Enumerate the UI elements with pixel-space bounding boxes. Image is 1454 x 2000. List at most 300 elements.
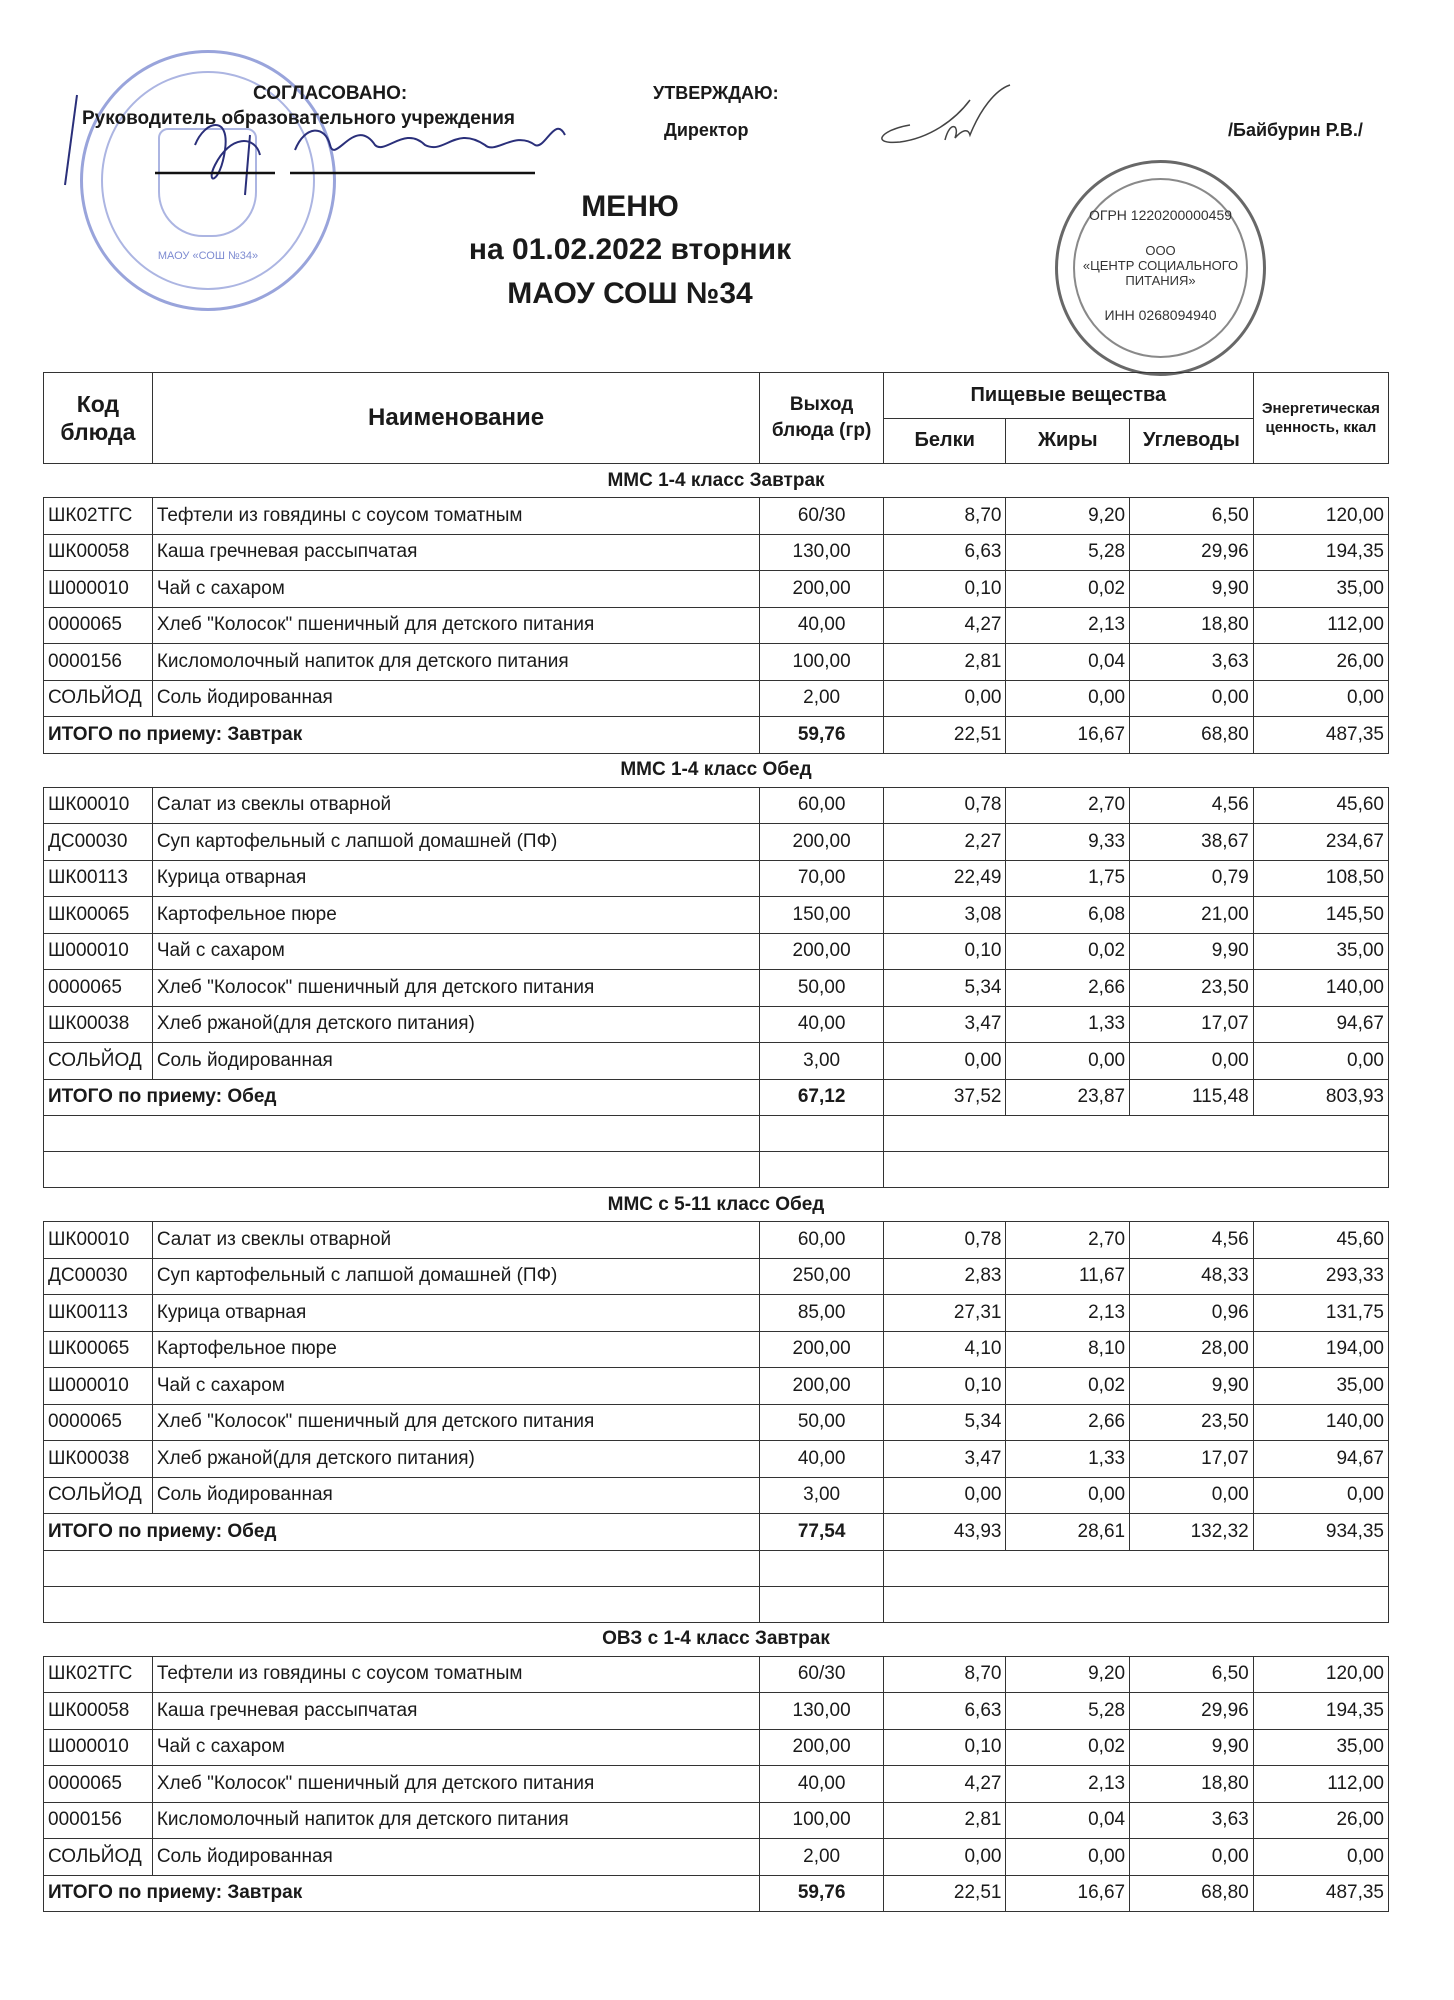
cell-energy: 94,67	[1253, 1441, 1388, 1478]
cell-fat: 0,00	[1006, 1477, 1130, 1514]
cell-protein: 0,78	[883, 787, 1006, 824]
stamp-inn: ИНН 0268094940	[1104, 307, 1217, 323]
table-row	[44, 1656, 1389, 1693]
total-fat: 16,67	[1006, 1875, 1130, 1912]
cell-name: Хлеб "Колосок" пшеничный для детского питания	[152, 1766, 760, 1803]
table-row	[44, 1043, 1389, 1080]
table-row	[44, 1693, 1389, 1730]
col-header-protein: Белки	[883, 418, 1006, 464]
cell-energy: 194,00	[1253, 1331, 1388, 1368]
cell-name: Хлеб "Колосок" пшеничный для детского питания	[152, 970, 760, 1007]
blank-cell	[44, 1586, 760, 1622]
cell-code: Ш000010	[44, 1368, 153, 1405]
agreed-role: Руководитель образовательного учреждения	[82, 108, 515, 129]
cell-protein: 0,00	[883, 1477, 1006, 1514]
cell-energy: 45,60	[1253, 1222, 1388, 1259]
total-yield: 59,76	[760, 1875, 884, 1912]
cell-protein: 3,08	[883, 897, 1006, 934]
cell-name: Хлеб ржаной(для детского питания)	[152, 1441, 760, 1478]
cell-yield: 2,00	[760, 1839, 884, 1876]
cell-carbs: 0,00	[1130, 1043, 1254, 1080]
cell-code: СОЛЬЙОД	[44, 1839, 153, 1876]
stamp-org-line3: ПИТАНИЯ»	[1125, 273, 1196, 288]
total-fat: 16,67	[1006, 717, 1130, 754]
total-row	[44, 1514, 1389, 1551]
cell-fat: 0,04	[1006, 644, 1130, 681]
cell-yield: 50,00	[760, 1404, 884, 1441]
cell-name: Каша гречневая рассыпчатая	[152, 534, 760, 571]
blank-row	[44, 1586, 1389, 1622]
cell-protein: 0,10	[883, 933, 1006, 970]
cell-energy: 194,35	[1253, 1693, 1388, 1730]
cell-name: Салат из свеклы отварной	[152, 1222, 760, 1259]
cell-fat: 5,28	[1006, 534, 1130, 571]
cell-code: 0000065	[44, 607, 153, 644]
director-signature	[860, 80, 1020, 160]
cell-carbs: 38,67	[1130, 824, 1254, 861]
blank-cell	[760, 1586, 884, 1622]
total-protein: 22,51	[883, 1875, 1006, 1912]
approve-name: /Байбурин Р.В./	[1228, 120, 1363, 140]
cell-energy: 35,00	[1253, 1368, 1388, 1405]
company-stamp	[1055, 160, 1266, 376]
cell-name: Кисломолочный напиток для детского питания	[152, 1802, 760, 1839]
cell-carbs: 48,33	[1130, 1258, 1254, 1295]
cell-carbs: 0,96	[1130, 1295, 1254, 1332]
section-header	[44, 1188, 1389, 1222]
total-row	[44, 717, 1389, 754]
cell-yield: 60,00	[760, 787, 884, 824]
cell-yield: 200,00	[760, 1331, 884, 1368]
section-title: ММС 1-4 класс Обед	[620, 759, 812, 780]
total-yield: 67,12	[760, 1079, 884, 1116]
total-energy: 803,93	[1253, 1079, 1388, 1116]
table-row	[44, 1441, 1389, 1478]
cell-carbs: 9,90	[1130, 571, 1254, 608]
cell-code: СОЛЬЙОД	[44, 1043, 153, 1080]
table-row	[44, 498, 1389, 535]
blank-cell	[883, 1586, 1388, 1622]
cell-yield: 200,00	[760, 1729, 884, 1766]
cell-fat: 2,13	[1006, 1295, 1130, 1332]
cell-fat: 11,67	[1006, 1258, 1130, 1295]
cell-fat: 8,10	[1006, 1331, 1130, 1368]
cell-protein: 0,00	[883, 1839, 1006, 1876]
total-energy: 934,35	[1253, 1514, 1388, 1551]
total-energy: 487,35	[1253, 1875, 1388, 1912]
cell-protein: 4,27	[883, 607, 1006, 644]
cell-energy: 108,50	[1253, 860, 1388, 897]
blank-cell	[44, 1152, 760, 1188]
table-row	[44, 824, 1389, 861]
cell-carbs: 21,00	[1130, 897, 1254, 934]
cell-carbs: 23,50	[1130, 1404, 1254, 1441]
cell-fat: 6,08	[1006, 897, 1130, 934]
cell-yield: 40,00	[760, 1766, 884, 1803]
total-row	[44, 1079, 1389, 1116]
total-protein: 37,52	[883, 1079, 1006, 1116]
cell-fat: 0,02	[1006, 571, 1130, 608]
cell-yield: 200,00	[760, 571, 884, 608]
cell-energy: 0,00	[1253, 680, 1388, 717]
table-row	[44, 1404, 1389, 1441]
cell-energy: 131,75	[1253, 1295, 1388, 1332]
stamp-org-line2: «ЦЕНТР СОЦИАЛЬНОГО	[1082, 258, 1239, 273]
total-label: ИТОГО по приему: Обед	[44, 1514, 760, 1551]
table-row	[44, 897, 1389, 934]
cell-energy: 194,35	[1253, 534, 1388, 571]
table-row	[44, 1729, 1389, 1766]
section-title: ММС с 5-11 класс Обед	[607, 1193, 825, 1215]
cell-protein: 8,70	[883, 498, 1006, 535]
cell-code: СОЛЬЙОД	[44, 680, 153, 717]
blank-row	[44, 1550, 1389, 1586]
cell-protein: 4,10	[883, 1331, 1006, 1368]
cell-yield: 85,00	[760, 1295, 884, 1332]
cell-yield: 60/30	[760, 498, 884, 535]
cell-yield: 2,00	[760, 680, 884, 717]
cell-protein: 2,81	[883, 1802, 1006, 1839]
cell-protein: 4,27	[883, 1766, 1006, 1803]
cell-code: ШК00010	[44, 787, 153, 824]
cell-yield: 100,00	[760, 644, 884, 681]
total-yield: 59,76	[760, 717, 884, 754]
cell-code: ШК00113	[44, 860, 153, 897]
total-label: ИТОГО по приему: Обед	[44, 1079, 760, 1116]
table-row	[44, 680, 1389, 717]
cell-code: ШК00065	[44, 897, 153, 934]
cell-carbs: 29,96	[1130, 1693, 1254, 1730]
cell-yield: 250,00	[760, 1258, 884, 1295]
cell-yield: 3,00	[760, 1477, 884, 1514]
blank-cell	[883, 1152, 1388, 1188]
table-row	[44, 1766, 1389, 1803]
cell-code: ШК00058	[44, 534, 153, 571]
cell-code: ШК02ТГС	[44, 1656, 153, 1693]
cell-fat: 2,70	[1006, 1222, 1130, 1259]
table-row	[44, 1368, 1389, 1405]
cell-name: Суп картофельный с лапшой домашней (ПФ)	[152, 824, 760, 861]
cell-fat: 0,02	[1006, 1368, 1130, 1405]
cell-code: ШК00038	[44, 1006, 153, 1043]
cell-fat: 0,02	[1006, 1729, 1130, 1766]
cell-code: ШК00113	[44, 1295, 153, 1332]
cell-fat: 9,20	[1006, 1656, 1130, 1693]
cell-protein: 2,27	[883, 824, 1006, 861]
cell-fat: 5,28	[1006, 1693, 1130, 1730]
cell-name: Соль йодированная	[152, 1043, 760, 1080]
cell-energy: 94,67	[1253, 1006, 1388, 1043]
cell-code: ШК00058	[44, 1693, 153, 1730]
total-carbs: 115,48	[1130, 1079, 1254, 1116]
cell-name: Чай с сахаром	[152, 1368, 760, 1405]
cell-name: Соль йодированная	[152, 1477, 760, 1514]
total-label: ИТОГО по приему: Завтрак	[44, 1875, 760, 1912]
cell-name: Хлеб ржаной(для детского питания)	[152, 1006, 760, 1043]
cell-carbs: 9,90	[1130, 1729, 1254, 1766]
blank-cell	[760, 1152, 884, 1188]
cell-code: ШК02ТГС	[44, 498, 153, 535]
cell-carbs: 18,80	[1130, 1766, 1254, 1803]
cell-carbs: 0,00	[1130, 1477, 1254, 1514]
cell-fat: 9,20	[1006, 498, 1130, 535]
cell-code: СОЛЬЙОД	[44, 1477, 153, 1514]
cell-carbs: 3,63	[1130, 1802, 1254, 1839]
cell-energy: 145,50	[1253, 897, 1388, 934]
cell-carbs: 3,63	[1130, 644, 1254, 681]
total-protein: 43,93	[883, 1514, 1006, 1551]
table-row	[44, 1295, 1389, 1332]
agreed-label: СОГЛАСОВАНО:	[253, 83, 408, 104]
cell-code: 0000065	[44, 1404, 153, 1441]
total-yield: 77,54	[760, 1514, 884, 1551]
total-carbs: 132,32	[1130, 1514, 1254, 1551]
school-stamp-text: МАОУ «СОШ №34»	[157, 250, 259, 262]
cell-protein: 0,00	[883, 680, 1006, 717]
cell-code: ШК00065	[44, 1331, 153, 1368]
cell-fat: 0,02	[1006, 933, 1130, 970]
cell-name: Соль йодированная	[152, 1839, 760, 1876]
cell-name: Хлеб "Колосок" пшеничный для детского питания	[152, 607, 760, 644]
cell-name: Каша гречневая рассыпчатая	[152, 1693, 760, 1730]
cell-energy: 0,00	[1253, 1043, 1388, 1080]
cell-name: Курица отварная	[152, 860, 760, 897]
cell-name: Суп картофельный с лапшой домашней (ПФ)	[152, 1258, 760, 1295]
section-header	[44, 464, 1389, 498]
col-header-nutrients: Пищевые вещества	[883, 373, 1253, 419]
table-row	[44, 1802, 1389, 1839]
cell-fat: 2,66	[1006, 970, 1130, 1007]
cell-energy: 26,00	[1253, 644, 1388, 681]
cell-energy: 140,00	[1253, 1404, 1388, 1441]
menu-date: на 01.02.2022 вторник	[468, 233, 792, 266]
table-row	[44, 644, 1389, 681]
stamp-org-line1: ООО	[1145, 243, 1176, 258]
cell-yield: 60/30	[760, 1656, 884, 1693]
cell-carbs: 29,96	[1130, 534, 1254, 571]
cell-yield: 3,00	[760, 1043, 884, 1080]
cell-energy: 0,00	[1253, 1839, 1388, 1876]
cell-fat: 9,33	[1006, 824, 1130, 861]
cell-code: Ш000010	[44, 1729, 153, 1766]
cell-yield: 130,00	[760, 534, 884, 571]
cell-fat: 0,00	[1006, 1043, 1130, 1080]
col-header-code: Код блюда	[44, 373, 153, 464]
cell-energy: 140,00	[1253, 970, 1388, 1007]
cell-carbs: 17,07	[1130, 1006, 1254, 1043]
table-row	[44, 933, 1389, 970]
cell-protein: 8,70	[883, 1656, 1006, 1693]
cell-carbs: 28,00	[1130, 1331, 1254, 1368]
cell-energy: 35,00	[1253, 1729, 1388, 1766]
cell-fat: 1,33	[1006, 1441, 1130, 1478]
menu-body	[44, 464, 1389, 1912]
blank-cell	[760, 1550, 884, 1586]
blank-row	[44, 1116, 1389, 1152]
cell-fat: 2,13	[1006, 1766, 1130, 1803]
col-header-carbs: Углеводы	[1130, 418, 1254, 464]
menu-table	[43, 372, 1389, 1912]
cell-yield: 40,00	[760, 607, 884, 644]
col-header-name: Наименование	[152, 373, 760, 464]
table-row	[44, 1331, 1389, 1368]
cell-carbs: 17,07	[1130, 1441, 1254, 1478]
cell-name: Хлеб "Колосок" пшеничный для детского питания	[152, 1404, 760, 1441]
cell-fat: 0,00	[1006, 680, 1130, 717]
cell-fat: 2,70	[1006, 787, 1130, 824]
cell-name: Картофельное пюре	[152, 1331, 760, 1368]
cell-code: ДС00030	[44, 1258, 153, 1295]
cell-yield: 130,00	[760, 1693, 884, 1730]
cell-protein: 0,10	[883, 571, 1006, 608]
cell-energy: 120,00	[1253, 498, 1388, 535]
total-fat: 23,87	[1006, 1079, 1130, 1116]
cell-yield: 50,00	[760, 970, 884, 1007]
col-header-energy: Энергетическая ценность, ккал	[1253, 373, 1388, 464]
approve-role: Директор	[664, 120, 749, 140]
cell-code: 0000156	[44, 1802, 153, 1839]
stamp-ogrn: ОГРН 1220200000459	[1088, 207, 1233, 223]
cell-protein: 0,78	[883, 1222, 1006, 1259]
approve-label: УТВЕРЖДАЮ:	[653, 83, 779, 103]
cell-energy: 112,00	[1253, 1766, 1388, 1803]
school-name: МАОУ СОШ №34	[507, 277, 753, 310]
table-row	[44, 787, 1389, 824]
cell-carbs: 0,00	[1130, 680, 1254, 717]
cell-protein: 5,34	[883, 970, 1006, 1007]
cell-name: Салат из свеклы отварной	[152, 787, 760, 824]
total-row	[44, 1875, 1389, 1912]
cell-name: Картофельное пюре	[152, 897, 760, 934]
cell-carbs: 4,56	[1130, 787, 1254, 824]
cell-protein: 5,34	[883, 1404, 1006, 1441]
cell-energy: 120,00	[1253, 1656, 1388, 1693]
cell-fat: 0,04	[1006, 1802, 1130, 1839]
cell-protein: 2,81	[883, 644, 1006, 681]
cell-code: 0000065	[44, 1766, 153, 1803]
cell-carbs: 6,50	[1130, 1656, 1254, 1693]
cell-carbs: 9,90	[1130, 1368, 1254, 1405]
cell-protein: 0,10	[883, 1368, 1006, 1405]
cell-energy: 234,67	[1253, 824, 1388, 861]
cell-yield: 40,00	[760, 1006, 884, 1043]
cell-fat: 0,00	[1006, 1839, 1130, 1876]
cell-fat: 2,13	[1006, 607, 1130, 644]
table-row	[44, 1477, 1389, 1514]
cell-code: Ш000010	[44, 571, 153, 608]
cell-fat: 2,66	[1006, 1404, 1130, 1441]
col-header-fat: Жиры	[1006, 418, 1130, 464]
col-header-yield: Выход блюда (гр)	[760, 373, 884, 464]
blank-cell	[883, 1116, 1388, 1152]
cell-yield: 150,00	[760, 897, 884, 934]
total-label: ИТОГО по приему: Завтрак	[44, 717, 760, 754]
cell-energy: 293,33	[1253, 1258, 1388, 1295]
cell-protein: 3,47	[883, 1006, 1006, 1043]
table-row	[44, 571, 1389, 608]
total-energy: 487,35	[1253, 717, 1388, 754]
cell-name: Тефтели из говядины с соусом томатным	[152, 1656, 760, 1693]
cell-name: Чай с сахаром	[152, 1729, 760, 1766]
cell-carbs: 0,00	[1130, 1839, 1254, 1876]
cell-yield: 100,00	[760, 1802, 884, 1839]
cell-protein: 2,83	[883, 1258, 1006, 1295]
table-row	[44, 1258, 1389, 1295]
cell-yield: 70,00	[760, 860, 884, 897]
cell-protein: 0,10	[883, 1729, 1006, 1766]
total-carbs: 68,80	[1130, 1875, 1254, 1912]
cell-protein: 27,31	[883, 1295, 1006, 1332]
cell-code: ШК00038	[44, 1441, 153, 1478]
cell-protein: 6,63	[883, 534, 1006, 571]
cell-carbs: 23,50	[1130, 970, 1254, 1007]
table-row	[44, 1222, 1389, 1259]
table-row	[44, 970, 1389, 1007]
cell-energy: 35,00	[1253, 933, 1388, 970]
cell-code: 0000156	[44, 644, 153, 681]
cell-code: 0000065	[44, 970, 153, 1007]
page-title: МЕНЮ	[581, 190, 679, 223]
cell-name: Соль йодированная	[152, 680, 760, 717]
cell-energy: 45,60	[1253, 787, 1388, 824]
table-row	[44, 607, 1389, 644]
cell-yield: 200,00	[760, 824, 884, 861]
cell-fat: 1,33	[1006, 1006, 1130, 1043]
cell-carbs: 18,80	[1130, 607, 1254, 644]
cell-energy: 35,00	[1253, 571, 1388, 608]
cell-carbs: 9,90	[1130, 933, 1254, 970]
cell-yield: 40,00	[760, 1441, 884, 1478]
section-header	[44, 1622, 1389, 1656]
blank-cell	[883, 1550, 1388, 1586]
cell-protein: 22,49	[883, 860, 1006, 897]
table-row	[44, 860, 1389, 897]
cell-name: Курица отварная	[152, 1295, 760, 1332]
blank-cell	[44, 1550, 760, 1586]
cell-code: ДС00030	[44, 824, 153, 861]
total-fat: 28,61	[1006, 1514, 1130, 1551]
section-header	[44, 753, 1389, 787]
cell-carbs: 0,79	[1130, 860, 1254, 897]
cell-name: Тефтели из говядины с соусом томатным	[152, 498, 760, 535]
cell-energy: 112,00	[1253, 607, 1388, 644]
cell-name: Кисломолочный напиток для детского питания	[152, 644, 760, 681]
cell-yield: 200,00	[760, 1368, 884, 1405]
cell-name: Чай с сахаром	[152, 571, 760, 608]
cell-yield: 200,00	[760, 933, 884, 970]
table-row	[44, 534, 1389, 571]
cell-yield: 60,00	[760, 1222, 884, 1259]
blank-cell	[760, 1116, 884, 1152]
cell-energy: 0,00	[1253, 1477, 1388, 1514]
section-title: ОВЗ с 1-4 класс Завтрак	[602, 1628, 830, 1649]
cell-name: Чай с сахаром	[152, 933, 760, 970]
cell-protein: 6,63	[883, 1693, 1006, 1730]
table-row	[44, 1006, 1389, 1043]
cell-protein: 0,00	[883, 1043, 1006, 1080]
cell-carbs: 4,56	[1130, 1222, 1254, 1259]
total-protein: 22,51	[883, 717, 1006, 754]
cell-code: Ш000010	[44, 933, 153, 970]
cell-energy: 26,00	[1253, 1802, 1388, 1839]
cell-carbs: 6,50	[1130, 498, 1254, 535]
cell-protein: 3,47	[883, 1441, 1006, 1478]
cell-code: ШК00010	[44, 1222, 153, 1259]
section-title: ММС 1-4 класс Завтрак	[607, 469, 825, 491]
blank-cell	[44, 1116, 760, 1152]
total-carbs: 68,80	[1130, 717, 1254, 754]
cell-fat: 1,75	[1006, 860, 1130, 897]
